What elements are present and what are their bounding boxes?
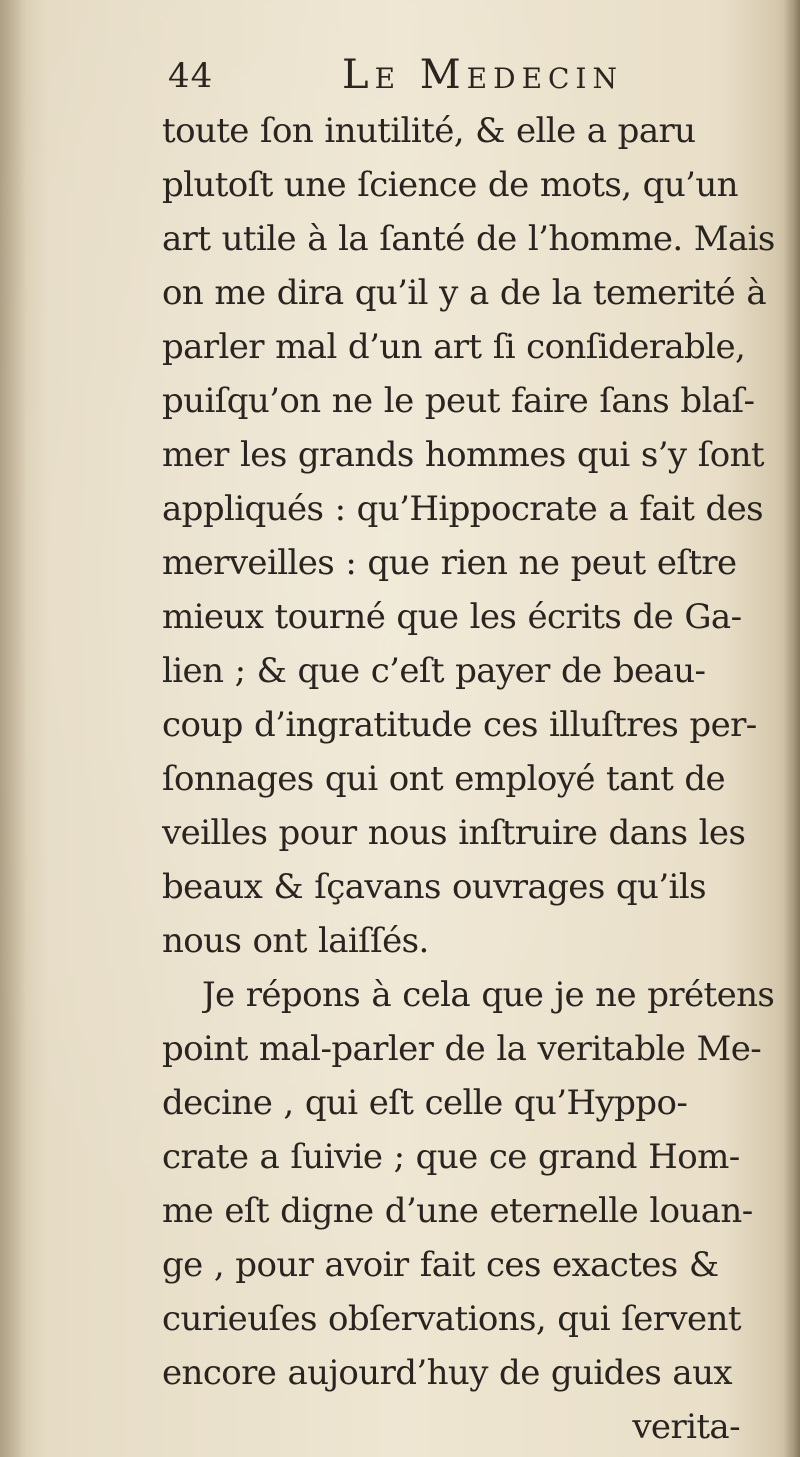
- page-number: 44: [168, 56, 214, 96]
- text-line: me eſt digne d’une eternelle louan-: [162, 1191, 753, 1231]
- text-line: decine , qui eſt celle qu’Hyppo-: [162, 1083, 688, 1123]
- text-line: plutoſt une ſcience de mots, qu’un: [162, 165, 738, 205]
- text-line: art utile à la ſanté de l’homme. Mais: [162, 219, 775, 259]
- page-edge-shadow: [784, 0, 800, 1457]
- paragraph-first-line: Je répons à cela que je ne prétens: [202, 975, 775, 1015]
- text-line: point mal-parler de la veritable Me-: [162, 1029, 762, 1069]
- text-line: coup d’ingratitude ces illuſtres per-: [162, 705, 757, 745]
- text-line: appliqués : qu’Hippocrate a fait des: [162, 489, 764, 529]
- text-line: merveilles : que rien ne peut eſtre: [162, 543, 737, 583]
- text-line: veilles pour nous inſtruire dans les: [162, 813, 746, 853]
- text-line: curieuſes obſervations, qui ſervent: [162, 1299, 741, 1339]
- text-line: crate a ſuivie ; que ce grand Hom-: [162, 1137, 740, 1177]
- text-line: encore aujourd’huy de guides aux: [162, 1353, 732, 1393]
- text-line: ſonnages qui ont employé tant de: [162, 759, 726, 799]
- text-line: toute ſon inutilité, & elle a paru: [162, 111, 696, 151]
- running-head: Le Medecin: [342, 52, 623, 98]
- text-line: puiſqu’on ne le peut faire ſans blaſ-: [162, 381, 755, 421]
- page-gutter-shadow: [0, 0, 26, 1457]
- text-line: beaux & ſçavans ouvrages qu’ils: [162, 867, 706, 907]
- text-line: on me dira qu’il y a de la temerité à: [162, 273, 767, 313]
- text-line: mieux tourné que les écrits de Ga-: [162, 597, 742, 637]
- catchword: verita-: [632, 1407, 740, 1447]
- body-text: [150, 104, 780, 1454]
- text-line: parler mal d’un art ſi conſiderable,: [162, 327, 746, 367]
- text-line: ge , pour avoir fait ces exactes &: [162, 1245, 719, 1285]
- text-line: mer les grands hommes qui s’y ſont: [162, 435, 764, 475]
- page-header: [168, 50, 688, 100]
- text-line: lien ; & que c’eſt payer de beau-: [162, 651, 706, 691]
- text-line: nous ont laiſſés.: [162, 921, 429, 961]
